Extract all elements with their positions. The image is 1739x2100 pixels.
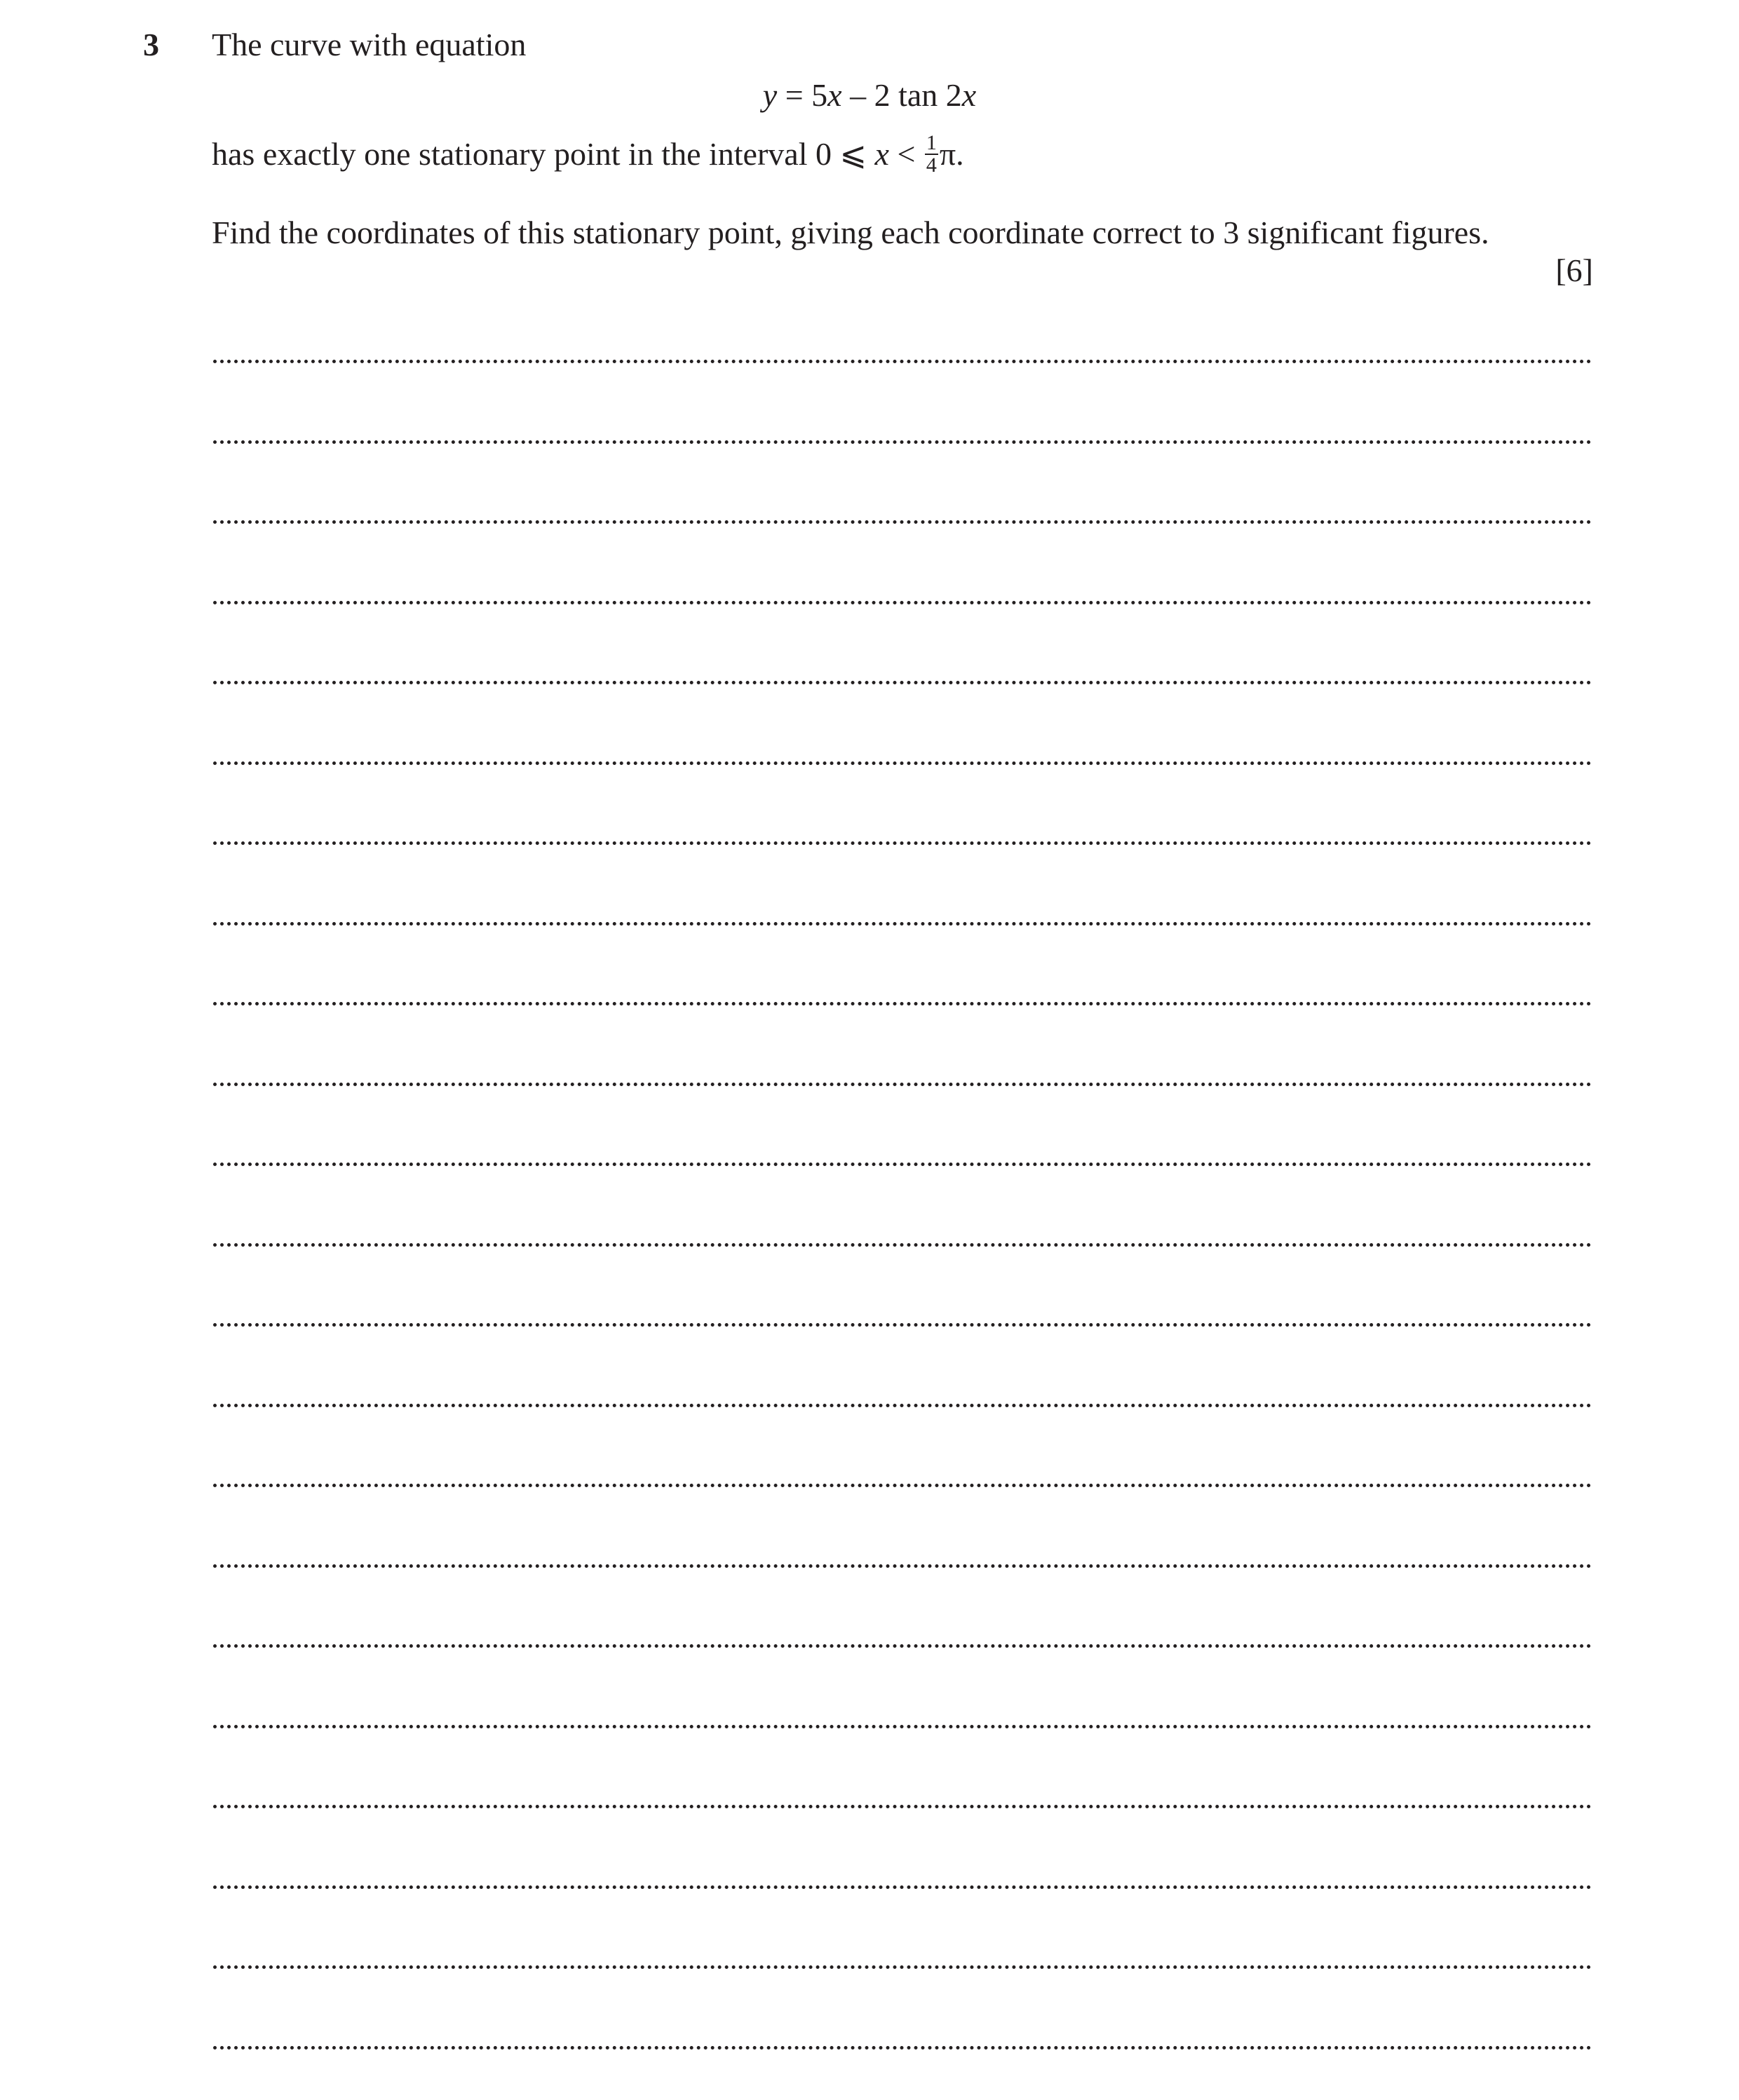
answer-line[interactable] — [213, 1163, 1592, 1166]
answer-line[interactable] — [213, 761, 1592, 765]
answer-line[interactable] — [213, 440, 1592, 444]
answer-line[interactable] — [213, 360, 1592, 363]
fraction-denominator: 4 — [926, 154, 937, 177]
equation-mid: – 2 tan 2 — [841, 77, 962, 113]
equation-eq: = 5 — [777, 77, 828, 113]
fraction-numerator: 1 — [926, 131, 937, 155]
answer-line[interactable] — [213, 681, 1592, 684]
answer-line[interactable] — [213, 922, 1592, 926]
question-instruction: Find the coordinates of this stationary point, giving each coordinate correct to 3 significant figures. — [212, 215, 1489, 250]
equation-x1: x — [827, 77, 842, 113]
equation-lhs: y — [762, 77, 778, 113]
answer-line[interactable] — [213, 2046, 1592, 2050]
answer-line[interactable] — [213, 1725, 1592, 1728]
answer-line[interactable] — [213, 1323, 1592, 1327]
answer-line[interactable] — [213, 841, 1592, 845]
answer-line[interactable] — [213, 520, 1592, 524]
answer-line[interactable] — [213, 1965, 1592, 1969]
answer-line[interactable] — [213, 601, 1592, 604]
answer-line[interactable] — [213, 1484, 1592, 1487]
interval-lt: < — [888, 136, 923, 172]
answer-line[interactable] — [213, 1404, 1592, 1407]
answer-line[interactable] — [213, 1243, 1592, 1247]
answer-line[interactable] — [213, 1644, 1592, 1648]
interval-prefix: has exactly one stationary point in the interval 0 ⩽ — [212, 136, 875, 172]
marks-label: [6] — [1555, 252, 1593, 288]
answer-line[interactable] — [213, 1083, 1592, 1086]
answer-line[interactable] — [213, 1885, 1592, 1889]
interval-var: x — [874, 136, 889, 172]
question-number: 3 — [143, 27, 159, 62]
equation-x2: x — [961, 77, 977, 113]
answer-line[interactable] — [213, 1805, 1592, 1808]
question-intro: The curve with equation — [212, 27, 527, 62]
interval-suffix: π. — [939, 136, 964, 172]
answer-line[interactable] — [213, 1564, 1592, 1568]
answer-area[interactable] — [213, 0, 1592, 2100]
answer-line[interactable] — [213, 1002, 1592, 1005]
